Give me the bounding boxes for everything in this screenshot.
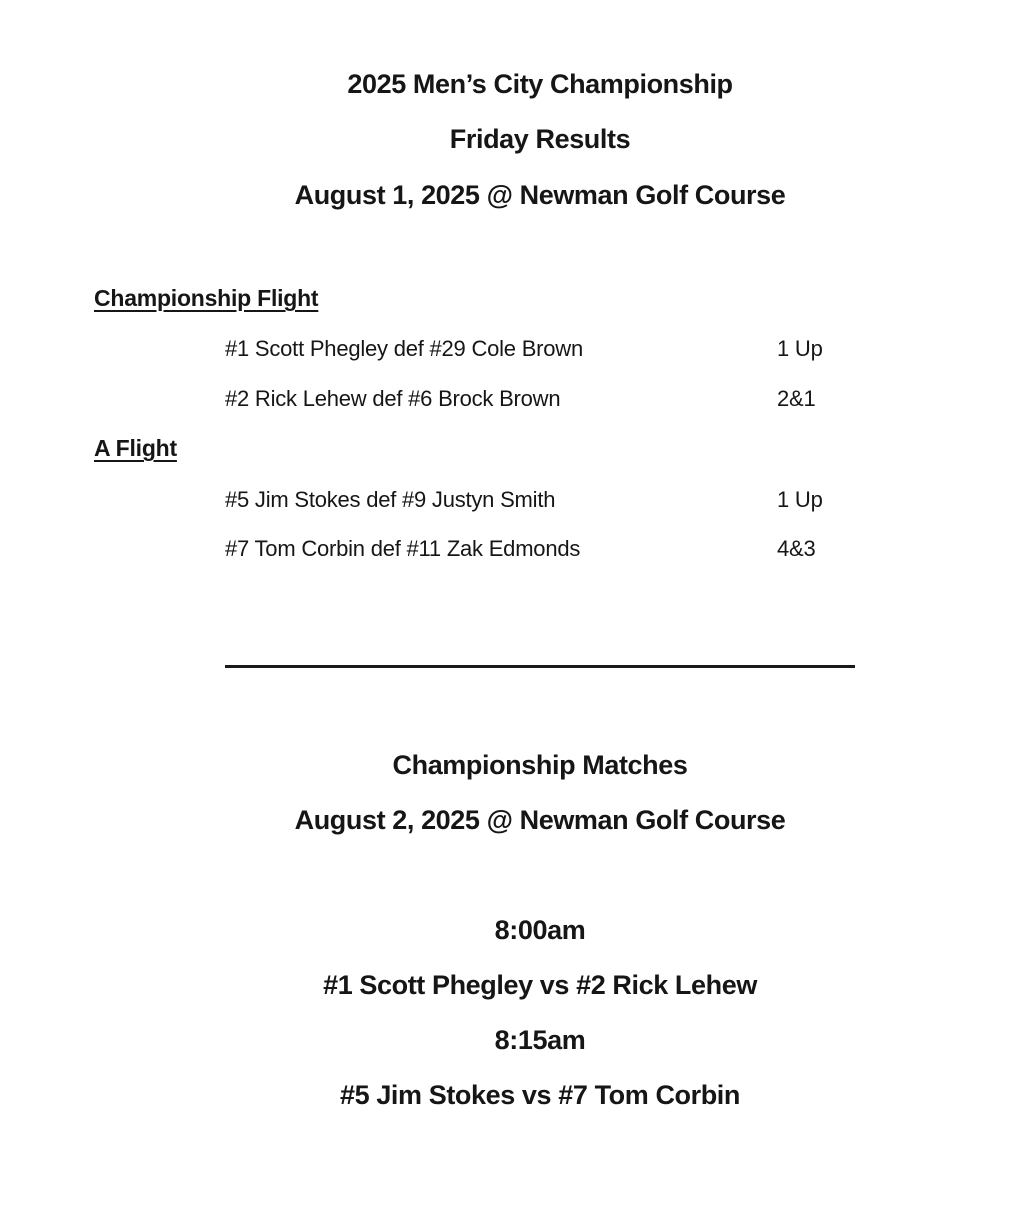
friday-date-location: August 1, 2025 @ Newman Golf Course [294, 180, 786, 210]
match-row [94, 386, 986, 414]
document-content [94, 0, 986, 1207]
match-score: 4&3 [777, 536, 816, 561]
tee-time: 8:00am [494, 915, 586, 945]
match-result: #5 Jim Stokes def #9 Justyn Smith [225, 487, 556, 512]
friday-results-subtitle: Friday Results [449, 124, 631, 154]
flight-heading-a-flight: A Flight [94, 435, 177, 461]
match-row [94, 536, 986, 564]
tee-time: 8:15am [494, 1025, 586, 1055]
match-score: 1 Up [777, 487, 823, 512]
matchup: #5 Jim Stokes vs #7 Tom Corbin [340, 1080, 740, 1110]
championship-matches-title: Championship Matches [392, 750, 688, 780]
match-row [94, 487, 986, 515]
match-result: #7 Tom Corbin def #11 Zak Edmonds [225, 536, 581, 561]
match-score: 1 Up [777, 336, 823, 361]
match-result: #2 Rick Lehew def #6 Brock Brown [225, 386, 561, 411]
section-divider [225, 665, 855, 668]
document-title: 2025 Men’s City Championship [347, 69, 733, 99]
match-row [94, 336, 986, 364]
match-score: 2&1 [777, 386, 816, 411]
flight-heading-championship: Championship Flight [94, 285, 319, 311]
saturday-date-location: August 2, 2025 @ Newman Golf Course [294, 805, 786, 835]
match-result: #1 Scott Phegley def #29 Cole Brown [225, 336, 583, 361]
matchup: #1 Scott Phegley vs #2 Rick Lehew [323, 970, 757, 1000]
